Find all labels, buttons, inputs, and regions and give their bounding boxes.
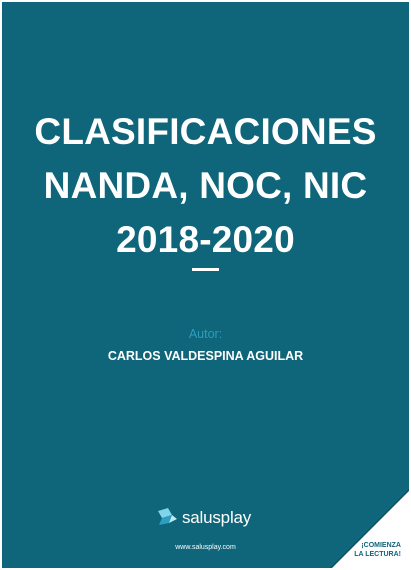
- title-divider: [192, 268, 219, 271]
- author-name: CARLOS VALDESPINA AGUILAR: [107, 349, 304, 363]
- start-reading-label[interactable]: [341, 541, 401, 559]
- title-line-1: CLASIFICACIONES: [34, 111, 377, 152]
- corner-cta-line-1: ¡COMIENZA: [361, 542, 401, 549]
- title-line-2: NANDA, NOC, NIC: [43, 165, 368, 206]
- book-cover: [2, 2, 409, 568]
- brand-logo: [156, 505, 251, 531]
- brand-name: salusplay: [182, 508, 252, 527]
- corner-cta-line-2: LA LECTURA!: [354, 551, 401, 558]
- author-label: Autor:: [188, 327, 223, 341]
- title-line-3: 2018-2020: [116, 219, 295, 260]
- salusplay-logo-icon: [156, 507, 178, 529]
- website-link[interactable]: www.salusplay.com: [175, 544, 236, 551]
